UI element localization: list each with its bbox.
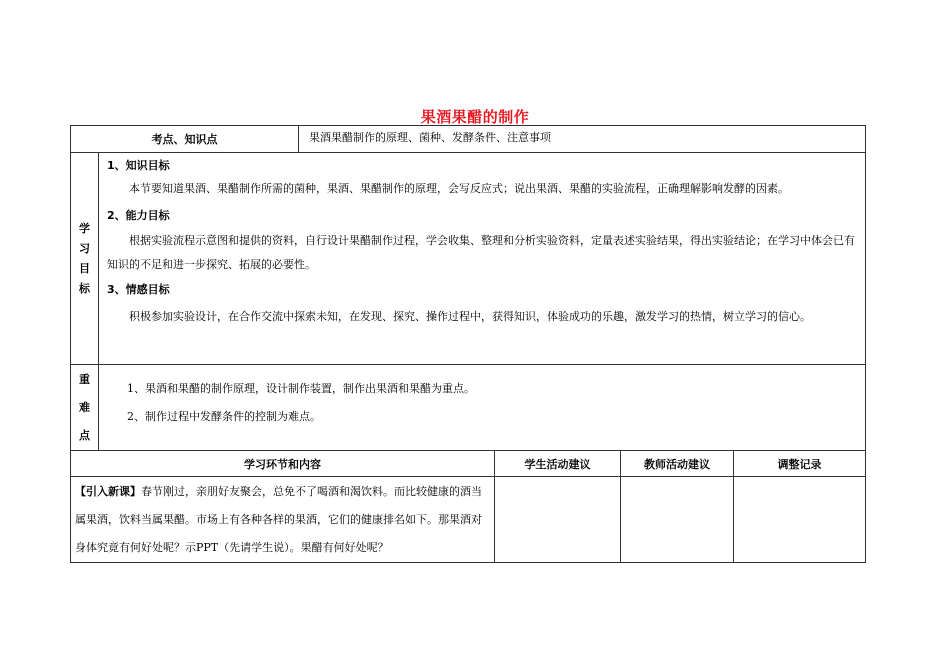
ability-heading: 2、能力目标 <box>107 209 170 222</box>
emotion-text: 积极参加实验设计，在合作交流中探索未知，在发现、探究、操作过程中，获得知识，体验成功的乐趣，激发学习的热情，树立学习的信心。 <box>129 310 811 323</box>
topic-content: 果酒果醋制作的原理、菌种、发酵条件、注意事项 <box>309 131 551 144</box>
objectives-label: 学习目标 <box>79 221 90 295</box>
key-difficult-label: 重难点 <box>79 372 90 442</box>
objectives-content-cell <box>99 153 866 365</box>
col-header-content-cell <box>71 451 495 477</box>
topic-content-cell <box>299 126 866 153</box>
col-header-content: 学习环节和内容 <box>244 457 321 471</box>
objectives-label-cell <box>71 153 99 365</box>
knowledge-text: 本节要知道果酒、果醋制作所需的菌种，果酒、果醋制作的原理，会写反应式；说出果酒、果醋的实验流程，正确理解影响发酵的因素。 <box>129 182 789 195</box>
intro-text: 春节刚过，亲朋好友聚会，总免不了喝酒和渴饮料。而比较健康的酒当属果酒，饮料当属果醋。市场上有各种各样的果酒，它们的健康排名如下。那果酒对身体究竟有何好处呢？示PPT（先请学生说）。果醋有何好处呢？ <box>75 485 482 554</box>
intro-tag: 【引入新课】 <box>75 485 141 498</box>
intro-content-cell <box>71 477 495 563</box>
col-header-student: 学生活动建议 <box>524 457 591 471</box>
key-difficult-row <box>71 365 866 451</box>
key-difficult-content-cell <box>99 365 866 451</box>
emotion-heading: 3、情感目标 <box>107 283 170 296</box>
student-activity-cell <box>495 477 621 563</box>
col-header-teacher-cell <box>621 451 734 477</box>
intro-paragraph <box>75 478 488 562</box>
ability-text: 根据实验流程示意图和提供的资料，自行设计果醋制作过程，学会收集、整理和分析实验资料，定量表述实验结果，得出实验结论；在学习中体会已有知识的不足和进一步探究、拓展的必要性。 <box>107 234 855 271</box>
knowledge-heading: 1、知识目标 <box>107 159 170 172</box>
topic-label-cell <box>71 126 299 153</box>
page-title: 果酒果醋的制作 <box>420 108 530 126</box>
key-difficult-label-cell <box>71 365 99 451</box>
column-header-row <box>71 451 866 477</box>
intro-row <box>71 477 866 563</box>
teacher-activity-cell <box>621 477 734 563</box>
col-header-record-cell <box>734 451 866 477</box>
col-header-student-cell <box>495 451 621 477</box>
topic-label: 考点、知识点 <box>151 133 218 146</box>
key-point-1: 1、果酒和果醋的制作原理，设计制作装置，制作出果酒和果醋为重点。 <box>127 382 475 395</box>
col-header-record: 调整记录 <box>777 457 822 471</box>
objectives-row <box>71 153 866 365</box>
col-header-teacher: 教师活动建议 <box>644 457 710 471</box>
key-point-2: 2、制作过程中发酵条件的控制为难点。 <box>127 410 321 423</box>
lesson-plan-table <box>70 125 866 563</box>
topic-row <box>71 126 866 153</box>
record-cell <box>734 477 866 563</box>
